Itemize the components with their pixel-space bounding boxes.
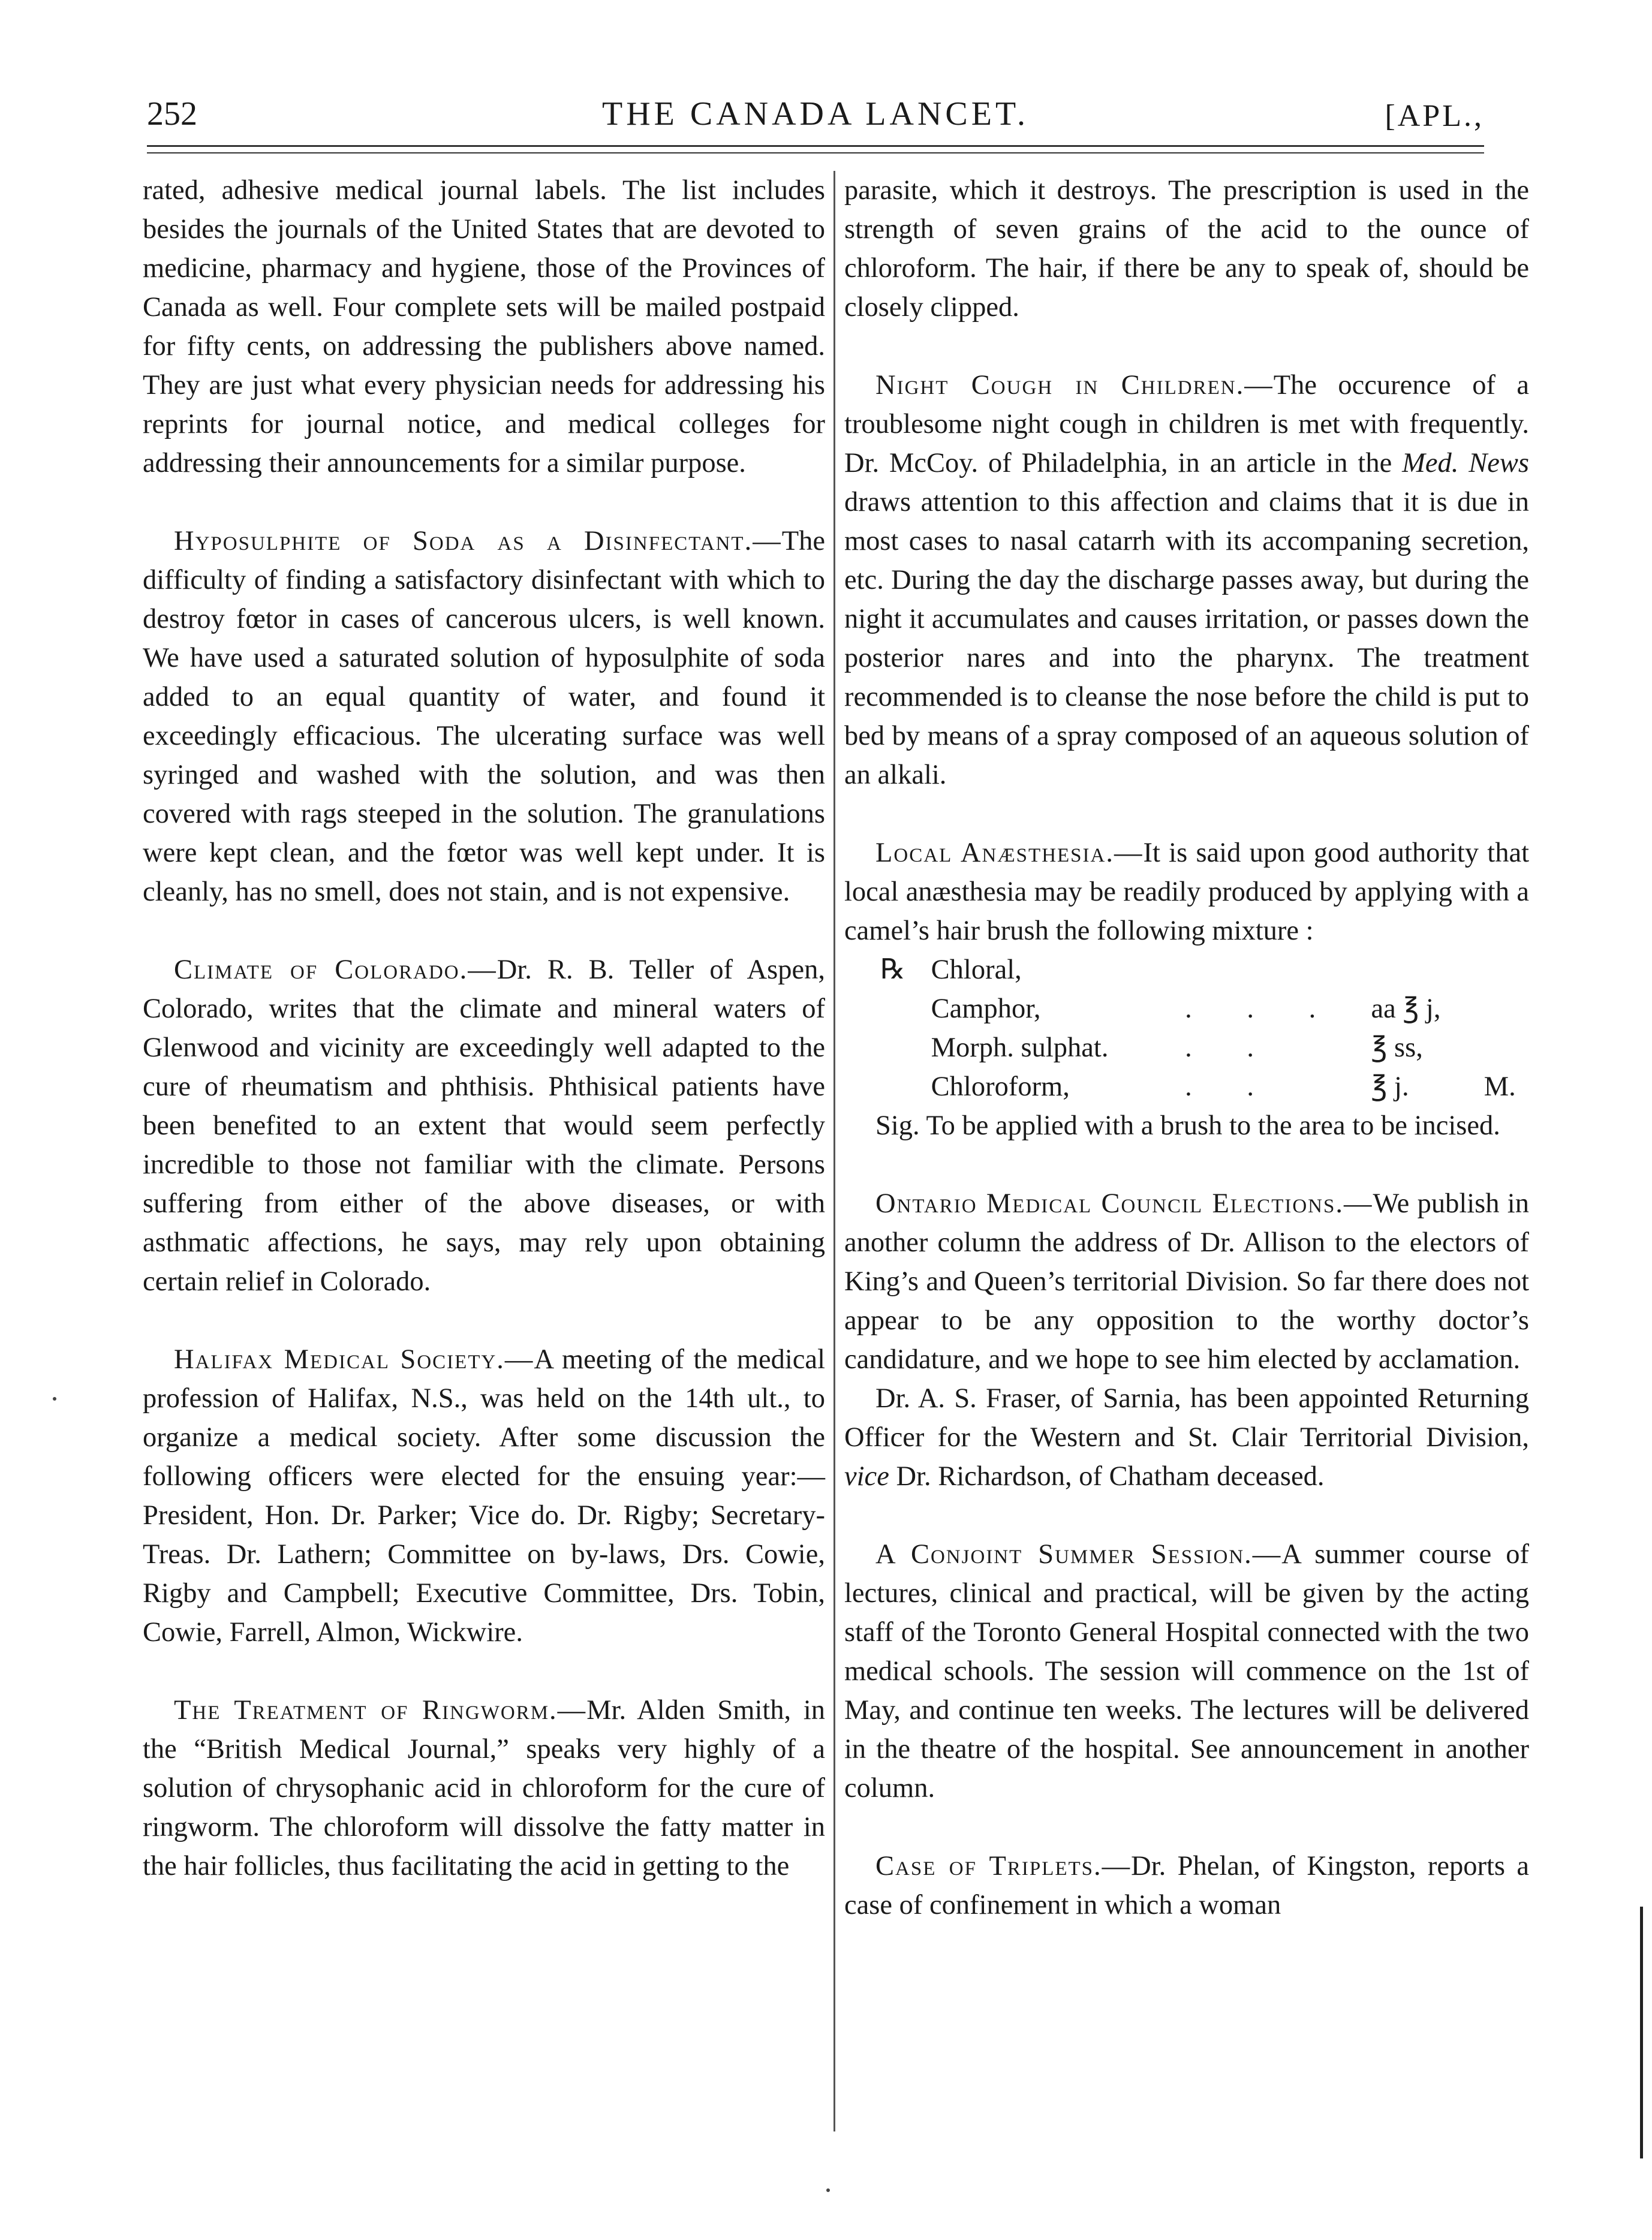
recipe-symbol	[880, 1028, 931, 1067]
body-fraser-b: Dr. Richardson, of Chatham deceased.	[889, 1461, 1325, 1492]
article-triplets	[844, 1847, 1529, 1925]
article-fraser-appointment	[844, 1379, 1529, 1496]
heading-hyposulphite: Hyposulphite of Soda as a Disinfectant.—	[174, 526, 782, 556]
prescription-end: M.	[1484, 1071, 1516, 1102]
prescription-drug: Camphor,	[931, 993, 1041, 1024]
recipe-symbol: ℞	[880, 955, 905, 985]
margin-speck	[53, 1397, 56, 1401]
body-ontario-elections: We publish in another column the address of Dr. Allison to the electors of King’s and Queen’s territorial Division. So far there does not appear to be any opposition to the worthy doctor’s candidature, and we hope to see him elected by acclamation.	[844, 1188, 1529, 1375]
page-header	[147, 90, 1484, 144]
heading-triplets: Case of Triplets.—	[875, 1851, 1132, 1881]
heading-local-anaesthesia: Local Anæsthesia.—	[875, 838, 1144, 868]
prescription-dots: . .	[1185, 1071, 1278, 1102]
vice-italic: vice	[844, 1461, 889, 1492]
recipe-symbol	[880, 989, 931, 1028]
page-edge-line	[1640, 1907, 1643, 2158]
heading-ontario-elections: Ontario Medical Council Elections.—	[875, 1188, 1373, 1219]
page-number: 252	[147, 95, 197, 133]
prescription-end	[1484, 950, 1529, 989]
prescription-drug: Chloral,	[931, 955, 1022, 985]
body-hyposulphite: The difficulty of finding a satisfactory disinfectant with which to destroy fœtor in cases of cancerous ulcers, is well known. We have used a saturated solution of hyposulphite of soda added to an equal quantity of water, and found it exceedingly efficacious. The ulcerating surface was well syringed and washed with the solution, and was then covered with rags steeped in the solution. The granulations were kept clean, and the fœtor was well kept under. It is cleanly, has no smell, does not stain, and is not expensive.	[143, 526, 825, 907]
article-local-anaesthesia	[844, 833, 1529, 950]
article-conjoint-session	[844, 1535, 1529, 1808]
article-climate-colorado	[143, 950, 825, 1301]
column-divider	[833, 171, 835, 2131]
heading-night-cough: Night Cough in Children.—	[875, 370, 1274, 401]
heading-halifax-society: Halifax Medical Society.—	[174, 1344, 534, 1375]
article-continuation-labels: rated, adhesive medical journal labels. The list includes besides the journals of the United States that are devoted to medicine, pharmacy and hygiene, those of the Provinces of Canada as well. Four complete sets will be mailed postpaid for fifty cents, on addressing the publishers above named. They are just what every physician needs for addressing his reprints for journal notice, and medical colleges for addressing their announcements for a similar purpose.	[143, 175, 825, 478]
prescription-amount: aa ℥ j,	[1371, 993, 1441, 1024]
article-night-cough	[844, 366, 1529, 794]
body-local-anaesthesia: It is said upon good authority that local anæsthesia may be readily produced by applying with a camel’s hair brush the following mixture :	[844, 838, 1529, 946]
prescription-row	[880, 950, 1529, 989]
right-column	[844, 171, 1529, 1925]
prescription-end	[1484, 989, 1529, 1028]
prescription	[880, 950, 1529, 1106]
recipe-symbol	[880, 1067, 931, 1106]
body-climate-colorado: Dr. R. B. Teller of Aspen, Colorado, writes that the climate and mineral waters of Glenwood and vicinity are exceedingly well adapted to the cure of rheumatism and phthisis. Phthisical patients have been benefited to an extent that would seem perfectly incredible to those not familiar with the climate. Persons suffering from either of the above diseases, or with asthmatic affections, he says, may rely upon obtaining certain relief in Colorado.	[143, 955, 825, 1297]
heading-conjoint-session: A Conjoint Summer Session.—	[875, 1539, 1282, 1570]
article-halifax-society	[143, 1340, 825, 1652]
prescription-end	[1484, 1028, 1529, 1067]
body-ringworm: Mr. Alden Smith, in the “British Medical Journal,” speaks very highly of a solution of chrysophanic acid in chloroform for the cure of ringworm. The chloroform will dissolve the fatty matter in the hair follicles, thus facilitating the acid in getting to the	[143, 1695, 825, 1881]
header-rule-bottom	[147, 152, 1484, 153]
prescription-amount: ℥ j.	[1371, 1071, 1409, 1102]
header-rule-top	[147, 145, 1484, 147]
article-hyposulphite	[143, 522, 825, 911]
left-column	[143, 171, 825, 1886]
body-halifax-society: A meeting of the medical profession of Halifax, N.S., was held on the 14th ult., to organize a medical society. After some discussion the following officers were elected for the ensuing year:—President, Hon. Dr. Parker; Vice do. Dr. Rigby; Secretary-Treas. Dr. Lathern; Committee on by-laws, Drs. Cowie, Rigby and Campbell; Executive Committee, Drs. Tobin, Cowie, Farrell, Almon, Wickwire.	[143, 1344, 825, 1648]
heading-ringworm: The Treatment of Ringworm.—	[174, 1695, 587, 1726]
prescription-sig: Sig. To be applied with a brush to the area to be incised.	[875, 1110, 1500, 1141]
prescription-dots: . .	[1185, 1032, 1278, 1063]
article-ringworm-continued: parasite, which it destroys. The prescription is used in the strength of seven grains of the acid to the ounce of chloroform. The hair, if there be any to speak of, should be closely clipped.	[844, 175, 1529, 323]
prescription-dots	[1185, 950, 1371, 989]
article-ontario-elections	[844, 1184, 1529, 1379]
body-night-cough-b: draws attention to this affection and claims that it is due in most cases to nasal catarrh with its accompaning secretion, etc. During the day the discharge passes away, but during the night it accumulates and causes irritation, or passes down the posterior nares and into the pharynx. The treatment recommended is to cleanse the nose before the child is put to bed by means of a spray composed of an aqueous solution of an alkali.	[844, 487, 1529, 790]
body-conjoint-session: A summer course of lectures, clinical and practical, will be given by the acting staff of the Toronto General Hospital connected with the two medical schools. The session will commence on the 1st of May, and continue ten weeks. The lectures will be delivered in the theatre of the hospital. See announcement in another column.	[844, 1539, 1529, 1804]
journal-name-italic: Med. News	[1402, 448, 1529, 478]
prescription-drug: Morph. sulphat.	[931, 1032, 1109, 1063]
issue-label: [APL.,	[1385, 99, 1484, 133]
running-title: THE CANADA LANCET.	[601, 95, 1030, 133]
article-ringworm	[143, 1691, 825, 1886]
body-triplets: Dr. Phelan, of Kingston, reports a case of confinement in which a woman	[844, 1851, 1529, 1920]
prescription-drug: Chloroform,	[931, 1071, 1070, 1102]
prescription-row	[880, 1028, 1529, 1067]
prescription-amount: ℥ ss,	[1371, 1032, 1423, 1063]
margin-speck	[826, 2188, 830, 2192]
prescription-amount	[1371, 950, 1484, 989]
prescription-row	[880, 989, 1529, 1028]
body-night-cough-a: The occurence of a troublesome night cough in children is met with frequently. Dr. McCoy. of Philadelphia, in an article in the	[844, 370, 1529, 478]
prescription-dots: . . .	[1185, 993, 1340, 1024]
heading-climate-colorado: Climate of Colorado.—	[174, 955, 497, 985]
body-fraser-a: Dr. A. S. Fraser, of Sarnia, has been appointed Returning Officer for the Western and St. Clair Territorial Division,	[844, 1383, 1529, 1453]
prescription-row	[880, 1067, 1529, 1106]
